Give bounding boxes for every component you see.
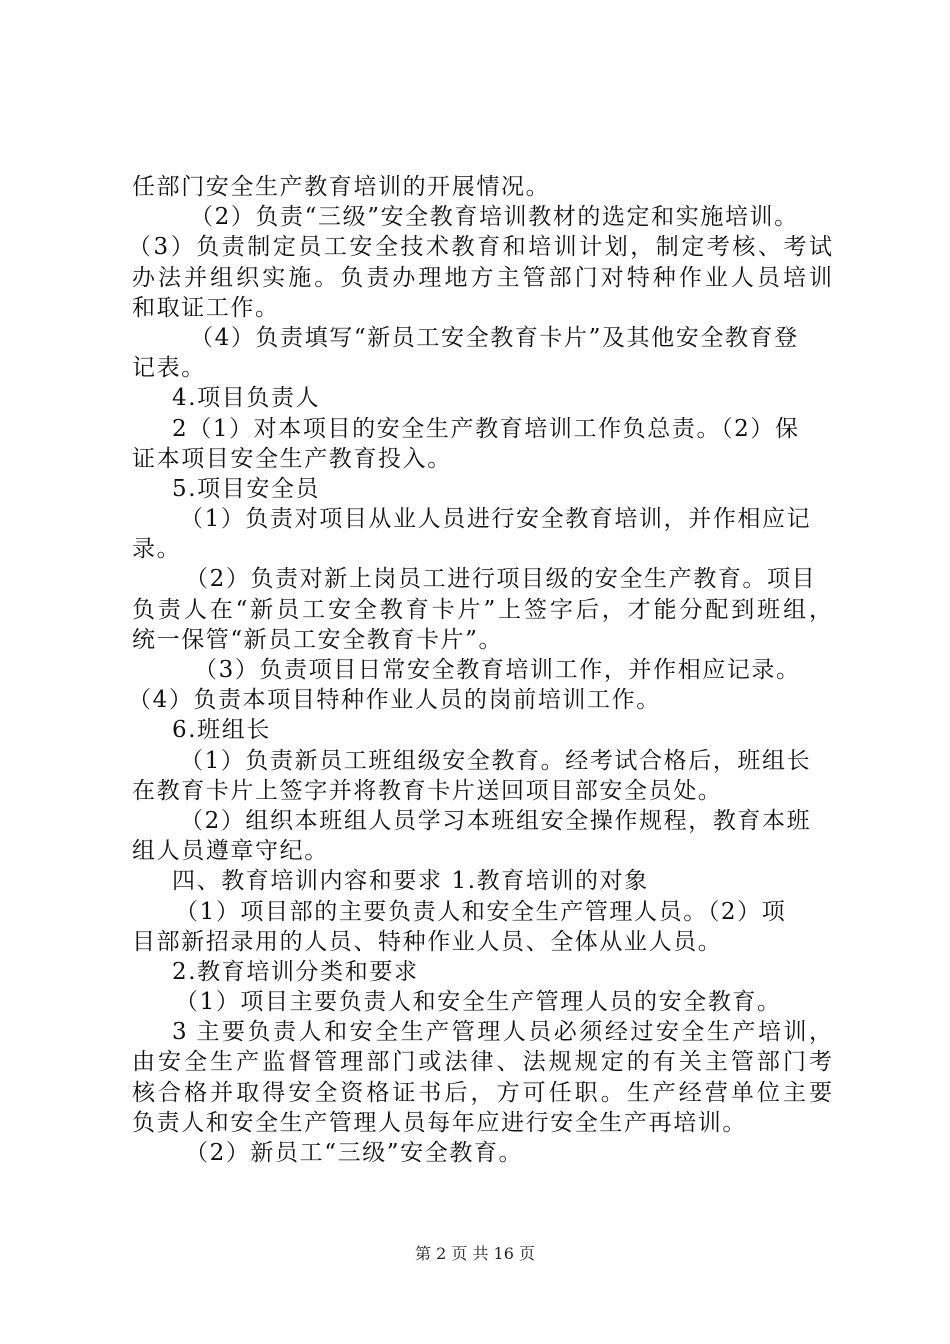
text-line: 录。 (132, 536, 182, 563)
text-line: 负责人在“新员工安全教育卡片”上签字后，才能分配到班组， (132, 596, 832, 623)
text-line: （1）负责对项目从业人员进行安全教育培训，并作相应记 (180, 506, 812, 533)
text-line: （1）项目主要负责人和安全生产管理人员的安全教育。 (175, 989, 782, 1016)
text-line: （3）负责项目日常安全教育培训工作，并作相应记录。 (194, 657, 801, 683)
text-line: 核合格并取得安全资格证书后，方可任职。生产经营单位主要 (132, 1079, 832, 1106)
text-line: 在教育卡片上签字并将教育卡片送回项目部安全员处。 (132, 777, 723, 804)
text-line: 证本项目安全生产教育投入。 (132, 445, 452, 472)
text-line: （3）负责制定员工安全技术教育和培训计划，制定考核、考试 (128, 234, 832, 261)
text-line: （1）项目部的主要负责人和安全生产管理人员。（2）项 (175, 898, 787, 925)
text-line: 目部新招录用的人员、特种作业人员、全体从业人员。 (132, 928, 723, 955)
text-line: （2）新员工“三级”安全教育。 (185, 1140, 524, 1166)
text-line: 2.教育培训分类和要求 (172, 958, 419, 985)
text-line: 和取证工作。 (132, 294, 280, 321)
text-line: （4）负责本项目特种作业人员的岗前培训工作。 (128, 687, 661, 714)
text-line: 由安全生产监督管理部门或法律、法规规定的有关主管部门考 (132, 1049, 832, 1076)
text-line: 负责人和安全生产管理人员每年应进行安全生产再培训。 (132, 1109, 747, 1136)
text-line: 5.项目安全员 (172, 475, 321, 502)
text-line: 记表。 (132, 355, 206, 382)
text-line: （2）组织本班组人员学习本班组安全操作规程，教育本班 (180, 807, 812, 834)
text-line: 任部门安全生产教育培训的开展情况。 (132, 174, 551, 200)
text-line: 组人员遵章守纪。 (132, 838, 329, 865)
document-body (128, 172, 832, 1168)
text-line: （2）负责“三级”安全教育培训教材的选定和实施培训。 (190, 204, 799, 231)
text-line: 统一保管“新员工安全教育卡片”。 (132, 626, 504, 653)
page-number-footer: 第 2 页 共 16 页 (415, 1244, 535, 1263)
text-line: 4.项目负责人 (172, 385, 321, 412)
text-line: 6.班组长 (172, 717, 271, 744)
text-line: （2）负责对新上岗员工进行项目级的安全生产教育。项目 (185, 566, 817, 593)
text-line: 3 主要负责人和安全生产管理人员必须经过安全生产培训， (172, 1019, 832, 1046)
text-line: 2（1）对本项目的安全生产教育培训工作负总责。（2）保 (172, 415, 800, 442)
text-line: （1）负责新员工班组级安全教育。经考试合格后，班组长 (180, 747, 812, 774)
text-line: 四、教育培训内容和要求 1.教育培训的对象 (172, 868, 649, 895)
text-line: （4）负责填写“新员工安全教育卡片”及其他安全教育登 (190, 324, 799, 351)
text-line: 办法并组织实施。负责办理地方主管部门对特种作业人员培训 (132, 264, 832, 291)
